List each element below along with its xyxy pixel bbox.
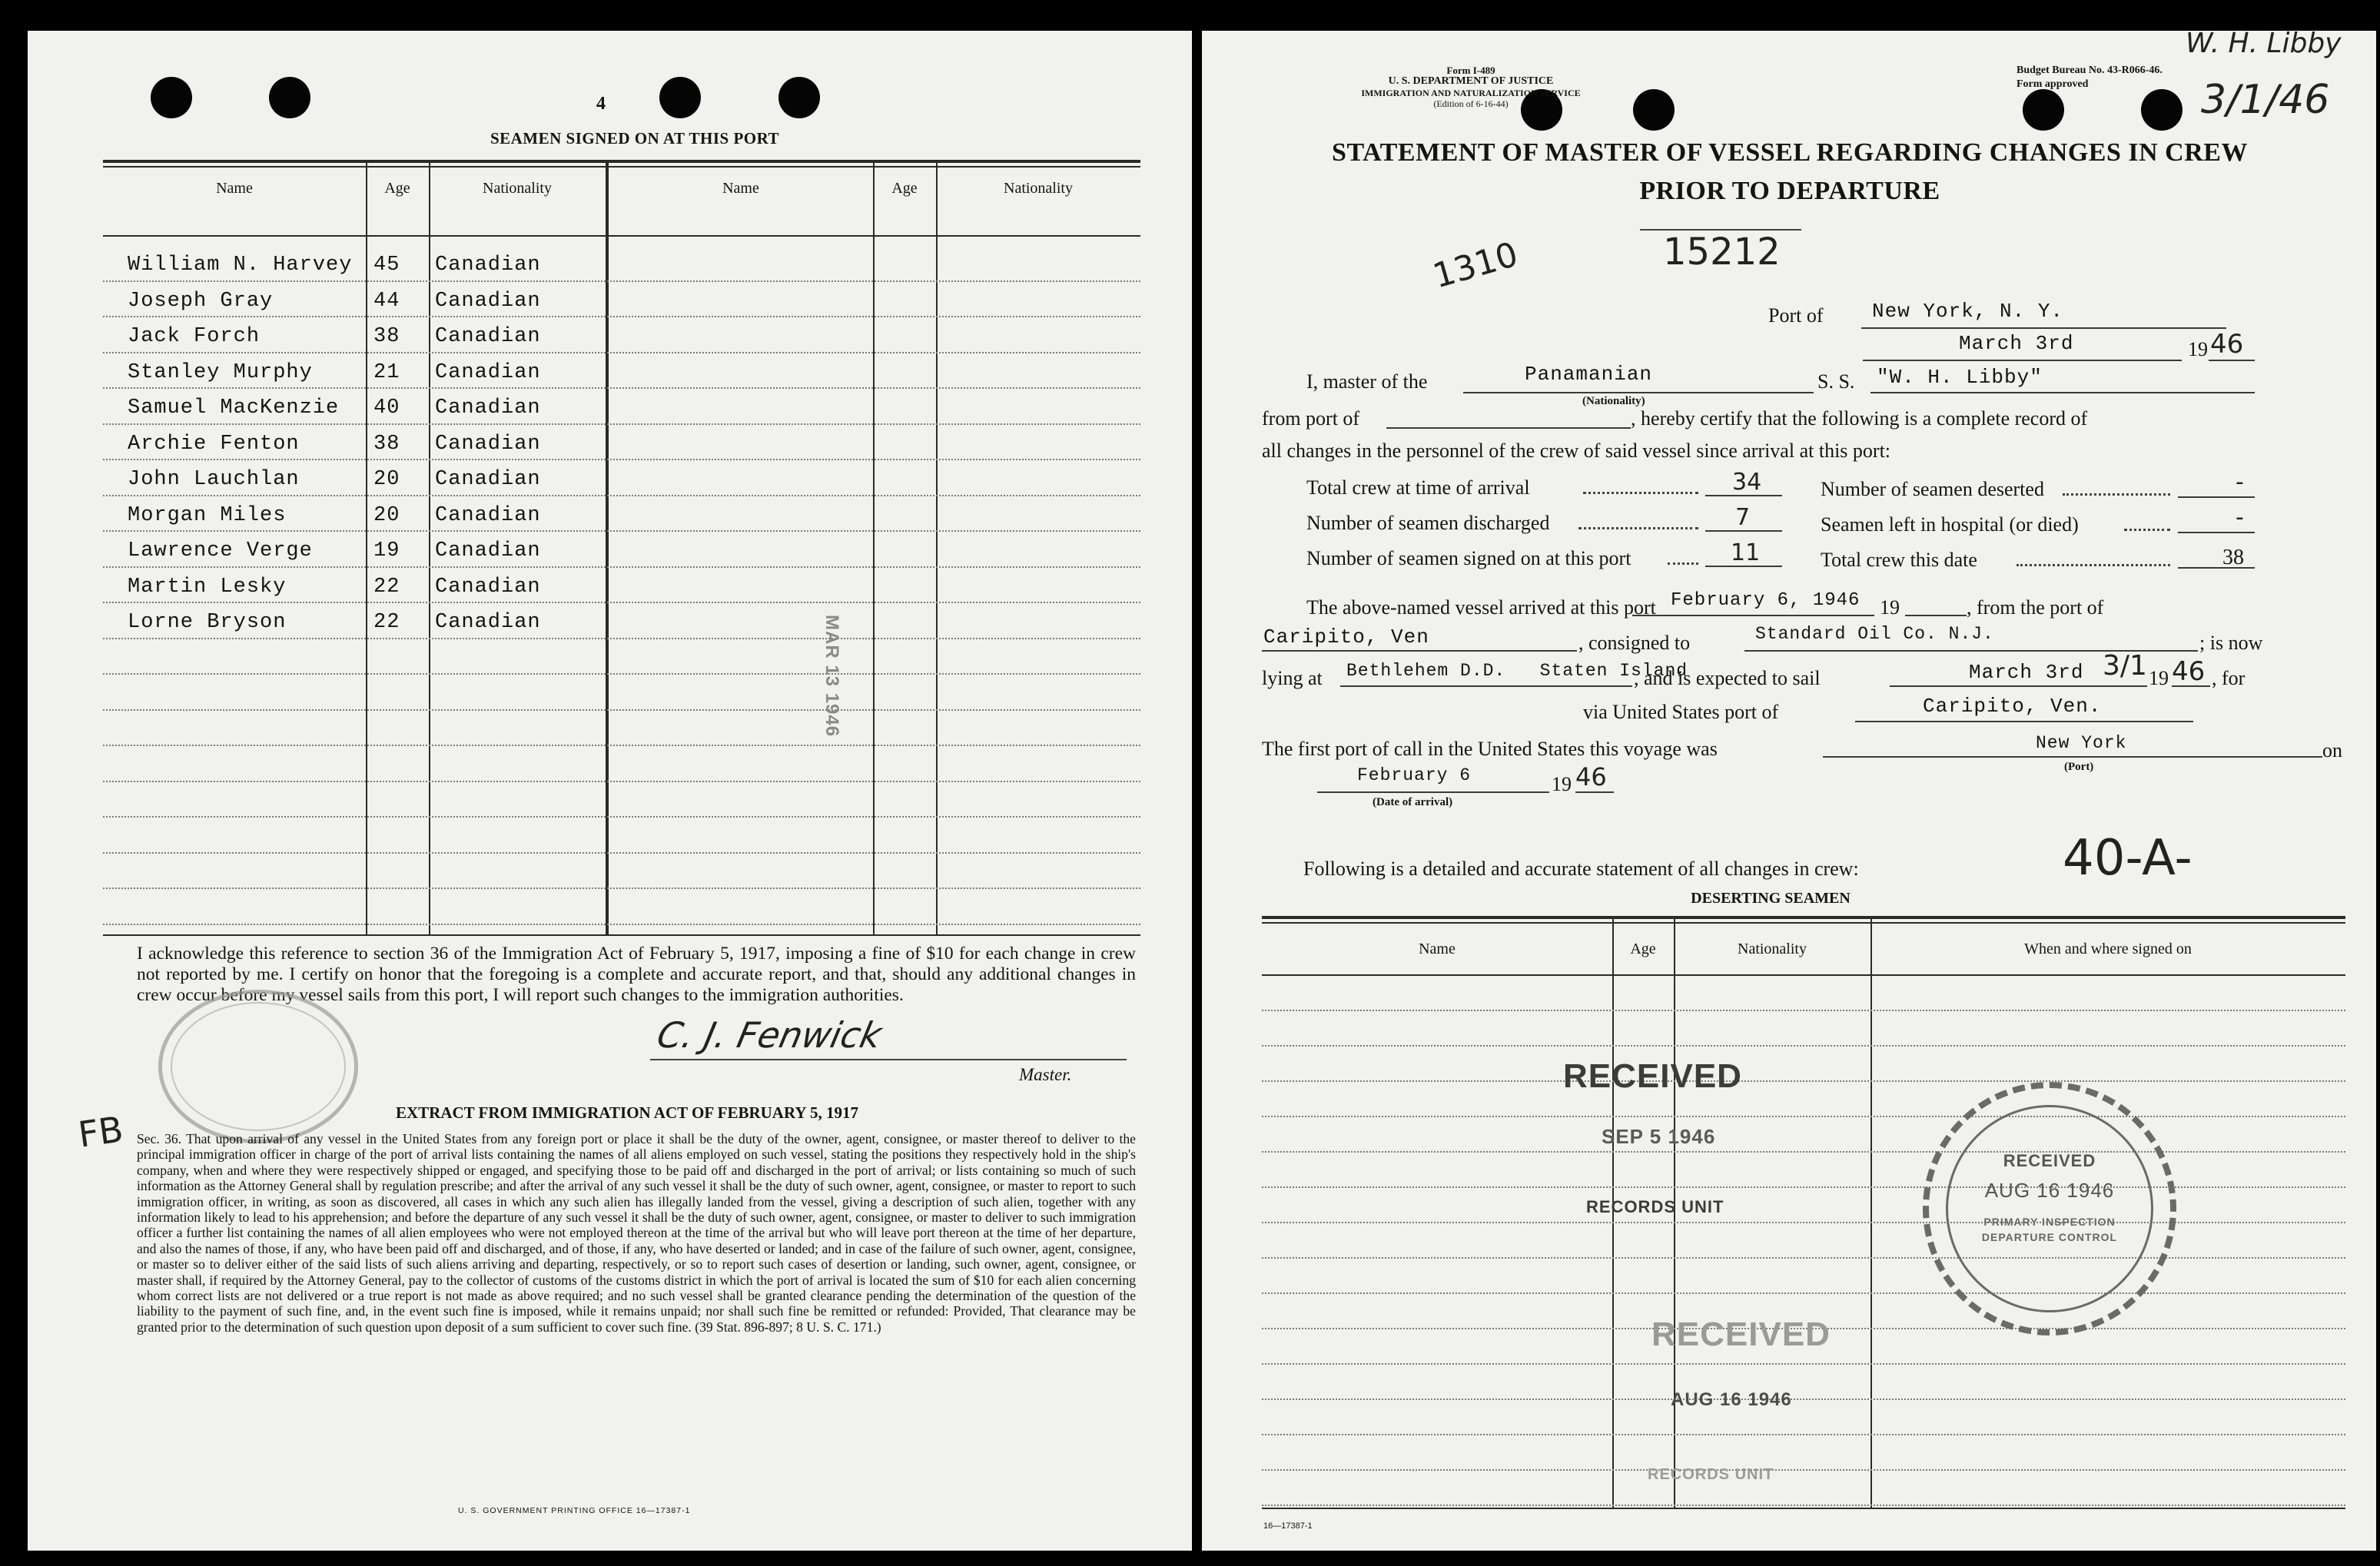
- seaman-age: 40: [373, 396, 400, 420]
- seaman-nationality: Canadian: [435, 325, 541, 348]
- column-divider: [1870, 917, 1872, 1509]
- received-stamp-date: AUG 16 1946: [1671, 1389, 1792, 1410]
- table-row-rule: [1262, 1222, 2345, 1223]
- seaman-name: Stanley Murphy: [128, 360, 313, 384]
- seaman-name: Samuel MacKenzie: [128, 396, 340, 420]
- seaman-nationality: Canadian: [435, 396, 541, 420]
- seaman-nationality: Canadian: [435, 468, 541, 491]
- seaman-age: 19: [373, 539, 400, 562]
- seaman-name: Jack Forch: [128, 325, 261, 348]
- col-header-name: Name: [722, 180, 759, 197]
- field-underline: [1705, 530, 1782, 532]
- signature-line: [650, 1059, 1127, 1060]
- field-underline: [1340, 685, 1632, 687]
- signature-role: Master.: [1019, 1065, 1072, 1084]
- from-port-value: Caripito, Ven: [1263, 625, 1429, 649]
- field-underline: [1705, 566, 1782, 567]
- expected-label: , and is expected to sail: [1634, 667, 1821, 689]
- field-underline: [1823, 756, 2322, 758]
- seaman-nationality: Canadian: [435, 289, 541, 313]
- table-row-rule: [103, 459, 1140, 460]
- col-header-when-where: When and where signed on: [2024, 941, 2192, 957]
- table-top-rule: [1262, 922, 2345, 924]
- field-underline: [2178, 567, 2255, 569]
- col-header-age: Age: [384, 180, 410, 197]
- form-number: Form I-489: [1446, 65, 1495, 76]
- column-divider: [936, 161, 938, 934]
- sail-date: March 3rd: [1969, 661, 2084, 684]
- table-row-rule: [103, 316, 1140, 317]
- for-label: , for: [2212, 667, 2246, 689]
- port-caption: (Port): [2064, 761, 2094, 773]
- col-header-name: Name: [1419, 941, 1456, 957]
- edition: (Edition of 6-16-44): [1433, 98, 1509, 109]
- seaman-age: 22: [373, 575, 400, 599]
- seaman-name: Joseph Gray: [128, 289, 274, 313]
- via-label: via United States port of: [1583, 701, 1779, 723]
- field-underline: [1632, 615, 1874, 616]
- first-port-label: The first port of call in the United States this voyage was: [1262, 738, 1718, 760]
- punch-hole: [659, 77, 701, 118]
- field-underline: [1870, 392, 2255, 393]
- first-arrival-year: 46: [1575, 762, 1607, 791]
- is-now: ; is now: [2199, 632, 2263, 654]
- table-row-rule: [1262, 1151, 2345, 1153]
- table-row-rule: [103, 888, 1140, 889]
- column-divider: [873, 161, 875, 934]
- table-row-rule: [1262, 1469, 2345, 1471]
- round-received-stamp-inner: [1946, 1105, 2153, 1312]
- seaman-age: 45: [373, 254, 400, 277]
- consigned-label: , consigned to: [1578, 632, 1691, 654]
- budget-bureau: Budget Bureau No. 43-R066-46.: [2017, 65, 2163, 76]
- punch-hole: [2023, 89, 2064, 131]
- table-row-rule: [103, 709, 1140, 711]
- field-underline: [1855, 721, 2193, 722]
- table-row-rule: [103, 280, 1140, 282]
- table-top-rule: [1262, 916, 2345, 919]
- stat-total-crew-arrival: 34: [1732, 469, 1762, 496]
- from-port-label: from port of: [1262, 407, 1360, 430]
- seaman-nationality: Canadian: [435, 575, 541, 599]
- stat-label: Total crew this date: [1821, 549, 1977, 571]
- field-underline: [2178, 496, 2255, 498]
- table-row-rule: [103, 602, 1140, 603]
- field-underline: [1863, 360, 2182, 361]
- arrived-year: 19: [1880, 596, 1900, 619]
- table-row-rule: [103, 781, 1140, 782]
- leader-dots: [2063, 493, 2170, 496]
- table-row-rule: [103, 924, 1140, 925]
- field-underline: [2172, 685, 2210, 687]
- punch-hole: [2141, 89, 2182, 131]
- table-row-rule: [1262, 1186, 2345, 1188]
- table-bottom-rule: [103, 934, 1140, 936]
- first-arrival-year-prefix: 19: [1552, 773, 1572, 795]
- acknowledgment-text: I acknowledge this reference to section 36 of the Immigration Act of February 5, 1917, imposing a fine of $10 for each change in crew not reported by me. I certify on honor that the foregoing is a complete and accurate report, and that, should any additional changes in crew occur before my vessel sails from this port, I will report such changes to the immigration authorities.: [137, 944, 1136, 1005]
- table-top-rule: [103, 160, 1140, 163]
- first-arrival-date: February 6: [1357, 765, 1472, 785]
- table-bottom-rule: [1262, 1508, 2345, 1509]
- received-stamp-unit: RECORDS UNIT: [1648, 1466, 1774, 1483]
- all-changes-text: all changes in the personnel of the crew of said vessel since arrival at this port:: [1262, 440, 1891, 462]
- department: U. S. DEPARTMENT OF JUSTICE: [1388, 75, 1554, 87]
- sail-year-prefix: 19: [2149, 667, 2169, 689]
- section-heading: SEAMEN SIGNED ON AT THIS PORT: [490, 129, 780, 148]
- port-label: Port of: [1768, 304, 1824, 327]
- table-header-rule: [103, 235, 1140, 237]
- first-port: New York: [2036, 733, 2127, 753]
- table-row-rule: [1262, 1398, 2345, 1400]
- col-header-age: Age: [891, 180, 918, 197]
- col-header-nationality: Nationality: [1738, 941, 1807, 957]
- extract-heading: EXTRACT FROM IMMIGRATION ACT OF FEBRUARY 5, 1917: [395, 1103, 859, 1122]
- table-row-rule: [103, 495, 1140, 496]
- seaman-nationality: Canadian: [435, 432, 541, 456]
- seaman-nationality: Canadian: [435, 360, 541, 384]
- form-title: STATEMENT OF MASTER OF VESSEL REGARDING CHANGES IN CREW: [1332, 138, 2248, 167]
- punch-hole: [269, 77, 310, 118]
- leader-dots: [1668, 562, 1698, 565]
- nationality-value: Panamanian: [1525, 363, 1653, 386]
- seaman-nationality: Canadian: [435, 254, 541, 277]
- col-header-age: Age: [1630, 941, 1656, 957]
- table-header-rule: [1262, 974, 2345, 976]
- seaman-name: William N. Harvey: [128, 254, 353, 277]
- handwritten-date: 3/1/46: [2201, 77, 2330, 123]
- handwritten-number: 1310: [1429, 234, 1522, 297]
- number-underline: [1640, 229, 1801, 231]
- handwritten-number: 15212: [1663, 231, 1781, 274]
- leader-dots: [1583, 492, 1698, 494]
- table-row-rule: [103, 387, 1140, 389]
- certify-text: , hereby certify that the following is a complete record of: [1631, 407, 2088, 430]
- form-approved: Form approved: [2017, 78, 2089, 90]
- field-underline: [2178, 532, 2255, 533]
- arrived-label: The above-named vessel arrived at this port: [1306, 596, 1656, 619]
- form-title-line2: PRIOR TO DEPARTURE: [1639, 177, 1940, 205]
- seaman-nationality: Canadian: [435, 503, 541, 527]
- sail-year: 46: [2172, 656, 2206, 687]
- following-text: Following is a detailed and accurate statement of all changes in crew:: [1303, 858, 1859, 880]
- table-row-rule: [103, 816, 1140, 818]
- table-row-rule: [103, 745, 1140, 746]
- date-value: March 3rd: [1959, 332, 2074, 355]
- seaman-age: 20: [373, 468, 400, 491]
- year-suffix: 46: [2210, 329, 2244, 360]
- seaman-name: Lorne Bryson: [128, 611, 287, 634]
- seaman-age: 38: [373, 432, 400, 456]
- sail-date-hand: 3/1: [2103, 650, 2147, 682]
- leader-dots: [1578, 527, 1698, 529]
- table-row-rule: [1262, 1010, 2345, 1011]
- handwritten-code: 40-A-: [2063, 830, 2192, 887]
- field-underline: [1386, 427, 1631, 429]
- master-signature: C. J. Fenwick: [653, 1014, 886, 1056]
- deserting-heading: DESERTING SEAMEN: [1691, 890, 1851, 907]
- nationality-caption: (Nationality): [1582, 395, 1645, 407]
- round-stamp-line: PRIMARY INSPECTION: [1983, 1216, 2116, 1228]
- leader-dots: [2124, 529, 2170, 531]
- stat-label: Number of seamen signed on at this port: [1306, 547, 1631, 569]
- field-underline: [1861, 327, 2226, 329]
- on-label: on: [2322, 739, 2342, 761]
- field-underline: [1317, 791, 1549, 793]
- table-row-rule: [1262, 1292, 2345, 1294]
- table-row-rule: [103, 852, 1140, 854]
- seaman-name: Archie Fenton: [128, 432, 300, 456]
- table-row-rule: [103, 423, 1140, 425]
- received-stamp: RECEIVED: [1563, 1057, 1742, 1095]
- page-number: 4: [596, 94, 606, 114]
- field-underline: [1905, 615, 1967, 616]
- extract-body: Sec. 36. That upon arrival of any vessel in the United States from any foreign port or place it shall be the duty of the owner, agent, consignee, or master thereof to deliver to the principal immigration officer in charge of the port of arrival lists containing the names of all aliens employed on such vessel, stating the positions they respectively hold in the ship's company, when and where they were respectively shipped or engaged, and specifying those to be paid off and discharged in the port of arrival; or lists containing so much of such information as the Attorney General shall by regulation prescribe; and after the arrival of any such vessel it shall be the duty of such owner, agent, consignee, or master to report to such immigration officer, in writing, as soon as discovered, all cases in which any such alien has illegally landed from the vessel, giving a description of such alien, together with any information likely to lead to his apprehension; and before the departure of any such vessel it shall be the duty of such owner, agent, consignee, or master to deliver to such immigration officer a further list containing the names of all alien employees who were not employed thereon at the time of the arrival but who will leave port thereon at the time of her departure, and also the names of those, if any, who have been paid off and discharged, and of those, if any, who have deserted or landed; and in case of the failure of such owner, agent, consignee, or master so to deliver either of the said lists of such aliens arriving and departing, respectively, or so to report such cases of desertion or landing, such owner, agent, consignee, or master shall, if required by the Attorney General, pay to the collector of customs of the customs district in which the port of arrival is located the sum of $10 for each alien concerning whom correct lists are not delivered or a true report is not made as above required; and no such vessel shall be granted clearance pending the determination of the question of the liability to the payment of such fine, and, in the event such fine is imposed, while it remains unpaid; nor shall such fine be remitted or refunded: Provided, That clearance may be granted prior to the determination of such question upon deposit of a sum sufficient to cover such fine. (39 Stat. 896-897; 8 U. S. C. 171.): [137, 1131, 1136, 1335]
- seaman-name: Morgan Miles: [128, 503, 287, 527]
- stat-total-crew-date: 38: [2222, 546, 2244, 569]
- footer-code: 16—17387-1: [1263, 1521, 1313, 1531]
- field-underline: [1705, 495, 1782, 496]
- port-value: New York, N. Y.: [1872, 300, 2064, 323]
- table-top-rule: [103, 166, 1140, 168]
- stat-label: Number of seamen deserted: [1821, 478, 2044, 500]
- field-underline: [1575, 791, 1614, 793]
- table-row-rule: [103, 530, 1140, 532]
- leader-dots: [2017, 564, 2170, 566]
- stat-label: Seamen left in hospital (or died): [1821, 513, 2079, 536]
- column-divider: [366, 161, 367, 934]
- seaman-nationality: Canadian: [435, 611, 541, 634]
- table-row-rule: [1262, 1434, 2345, 1435]
- field-underline: [2209, 360, 2255, 361]
- handwritten-vessel: W. H. Libby: [2186, 31, 2342, 59]
- from-port-of-label: , from the port of: [1967, 596, 2104, 619]
- field-underline: [1262, 650, 1577, 652]
- column-divider: [429, 161, 430, 934]
- col-header-nationality: Nationality: [483, 180, 552, 197]
- seaman-age: 38: [373, 325, 400, 348]
- stat-label: Total crew at time of arrival: [1306, 476, 1530, 499]
- field-underline: [1890, 685, 2147, 687]
- handwritten-initials: FB: [75, 1108, 126, 1156]
- column-divider: [606, 161, 609, 934]
- table-row-rule: [1262, 1257, 2345, 1259]
- table-row-rule: [1262, 1045, 2345, 1047]
- master-prefix: I, master of the: [1306, 370, 1428, 393]
- round-stamp-title: RECEIVED: [2003, 1151, 2096, 1170]
- destination: Caripito, Ven.: [1923, 695, 2102, 718]
- seaman-age: 21: [373, 360, 400, 384]
- lying-label: lying at: [1262, 667, 1323, 689]
- year-prefix: 19: [2188, 338, 2208, 360]
- stat-label: Number of seamen discharged: [1306, 512, 1550, 534]
- punch-hole: [151, 77, 192, 118]
- table-row-rule: [103, 673, 1140, 675]
- service-name: IMMIGRATION AND NATURALIZATION SERVICE: [1361, 88, 1581, 98]
- table-row-rule: [1262, 1505, 2345, 1506]
- received-stamp-date: SEP 5 1946: [1602, 1125, 1716, 1148]
- round-stamp-date: AUG 16 1946: [1984, 1179, 2115, 1202]
- seaman-name: John Lauchlan: [128, 468, 300, 491]
- date-caption: (Date of arrival): [1373, 796, 1453, 808]
- field-underline: [1463, 392, 1814, 393]
- lying-at: Bethlehem D.D. Staten Island: [1346, 661, 1688, 681]
- table-row-rule: [103, 566, 1140, 568]
- stat-hospital: -: [2236, 504, 2244, 531]
- punch-hole: [778, 77, 820, 118]
- seaman-nationality: Canadian: [435, 539, 541, 562]
- seaman-name: Lawrence Verge: [128, 539, 313, 562]
- received-stamp-unit: RECORDS UNIT: [1586, 1197, 1724, 1216]
- received-stamp: RECEIVED: [1651, 1316, 1831, 1353]
- vertical-date-stamp: MAR 13 1946: [822, 615, 842, 738]
- round-stamp-line: DEPARTURE CONTROL: [1981, 1231, 2118, 1243]
- col-header-nationality: Nationality: [1004, 180, 1073, 197]
- stat-deserted: -: [2236, 469, 2244, 496]
- arrived-date: February 6, 1946: [1671, 590, 1861, 611]
- vessel-name: "W. H. Libby": [1877, 366, 2043, 389]
- printer-line: U. S. GOVERNMENT PRINTING OFFICE 16—17387-1: [458, 1506, 691, 1515]
- consignee: Standard Oil Co. N.J.: [1755, 624, 1994, 644]
- right-page: [1202, 31, 2376, 1551]
- stat-signed-on: 11: [1731, 539, 1761, 566]
- left-page: [28, 31, 1192, 1551]
- table-row-rule: [103, 638, 1140, 639]
- table-row-rule: [1262, 1363, 2345, 1365]
- table-row-rule: [103, 352, 1140, 353]
- seaman-age: 20: [373, 503, 400, 527]
- seaman-name: Martin Lesky: [128, 575, 287, 599]
- table-row-rule: [1262, 1080, 2345, 1082]
- col-header-name: Name: [216, 180, 253, 197]
- seaman-age: 44: [373, 289, 400, 313]
- stat-discharged: 7: [1735, 504, 1751, 531]
- table-row-rule: [1262, 1116, 2345, 1117]
- seaman-age: 22: [373, 611, 400, 634]
- ss-label: S. S.: [1817, 370, 1855, 393]
